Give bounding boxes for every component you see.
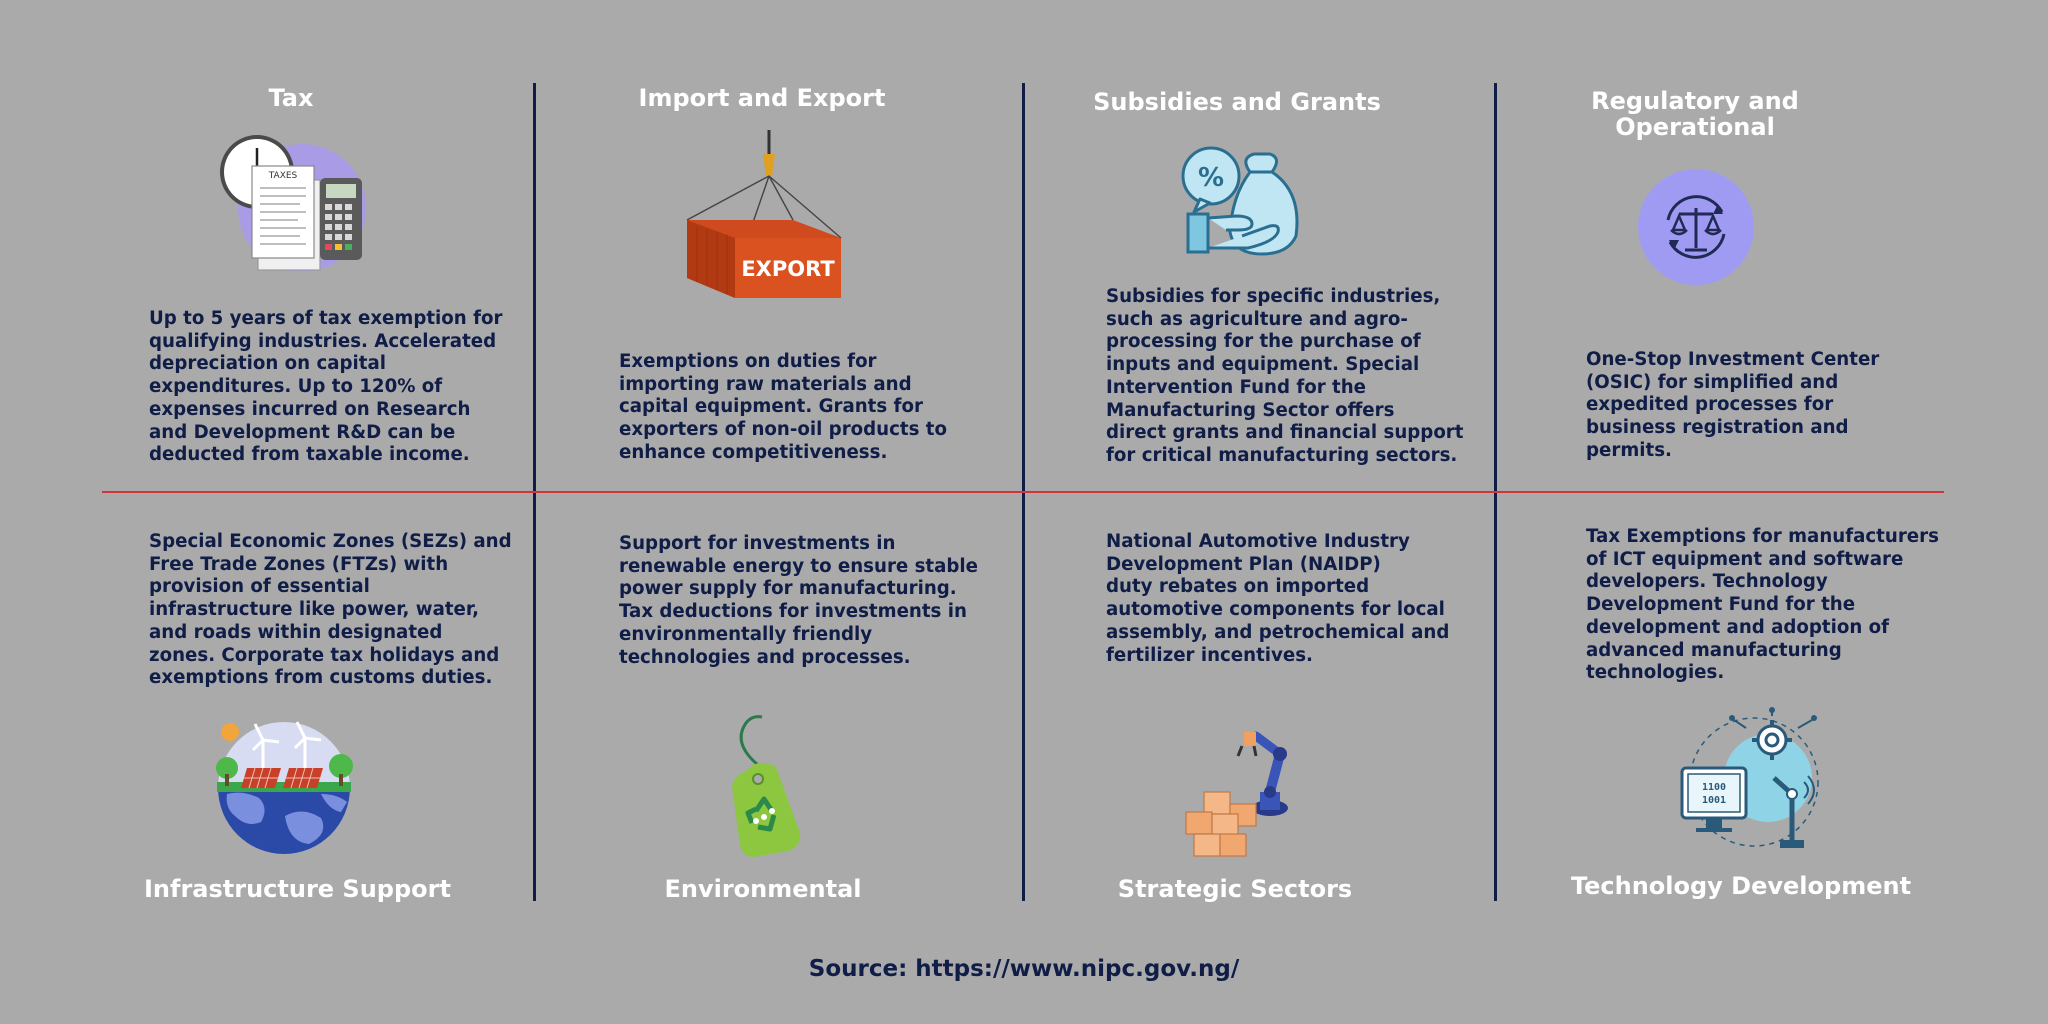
regulatory-operational-title: Regulatory and Operational [1591, 87, 1799, 141]
tax-description: Up to 5 years of tax exemption for qualifying industries. Accelerated depreciation on capital expenditures. Up to 120% of expenses incurred on Research and Development R&D can be deducted from taxable income. [149, 308, 503, 466]
strategic-sectors-description: National Automotive Industry Development Plan (NAIDP) duty rebates on imported automotive components for local assembly, and petrochemical and fertilizer incentives. [1106, 531, 1450, 666]
binary-line-1: 1100 [1701, 782, 1727, 793]
environmental-description: Support for investments in renewable energy to ensure stable power supply for manufacturing. Tax deductions for investments in environmentally friendly technologies and processes. [619, 533, 978, 668]
source-attribution: Source: https://www.nipc.gov.ng/ [808, 956, 1240, 982]
regulatory-operational-description: One-Stop Investment Center (OSIC) for simplified and expedited processes for business registration and permits. [1586, 349, 1880, 461]
technology-development-description: Tax Exemptions for manufacturers of ICT equipment and software developers. Technology Development Fund for the development and adoption of advanced manufacturing technologies. [1586, 526, 1939, 684]
svg-text:%: % [1197, 163, 1225, 193]
subsidy-hand-moneybag-icon [1178, 144, 1303, 263]
export-container-icon [675, 130, 850, 309]
subsidies-grants-title: Subsidies and Grants [1093, 88, 1381, 116]
infrastructure-description: Special Economic Zones (SEZs) and Free Trade Zones (FTZs) with provision of essential infrastructure like power, water, and roads within designated zones. Corporate tax holidays and exemptions from customs duties. [149, 531, 512, 689]
renewable-globe-icon [213, 716, 356, 860]
export-label: EXPORT [741, 257, 835, 281]
tech-binary-gear-icon [1680, 706, 1825, 858]
infrastructure-title: Infrastructure Support [144, 875, 451, 903]
import-export-description: Exemptions on duties for importing raw materials and capital equipment. Grants for exporters of non-oil products to enhance competitiveness. [619, 351, 947, 463]
eco-recycle-tag-icon [712, 713, 812, 862]
tax-title: Tax [268, 84, 314, 112]
tax-documents-icon [210, 130, 370, 279]
taxes-label: TAXES [268, 171, 298, 181]
binary-line-2: 1001 [1701, 795, 1727, 806]
robot-arm-boxes-icon [1182, 726, 1300, 862]
environmental-title: Environmental [664, 875, 862, 903]
regulatory-scales-icon [1637, 168, 1755, 290]
technology-development-title: Technology Development [1570, 872, 1912, 900]
strategic-sectors-title: Strategic Sectors [1117, 875, 1353, 903]
import-export-title: Import and Export [638, 84, 886, 112]
subsidies-grants-description: Subsidies for specific industries, such as agriculture and agro- processing for the purchase of inputs and equipment. Special Intervention Fund for the Manufacturing Sector offers direct grants and financial support for critical manufacturing sectors. [1106, 286, 1464, 466]
row-divider [102, 491, 1944, 493]
